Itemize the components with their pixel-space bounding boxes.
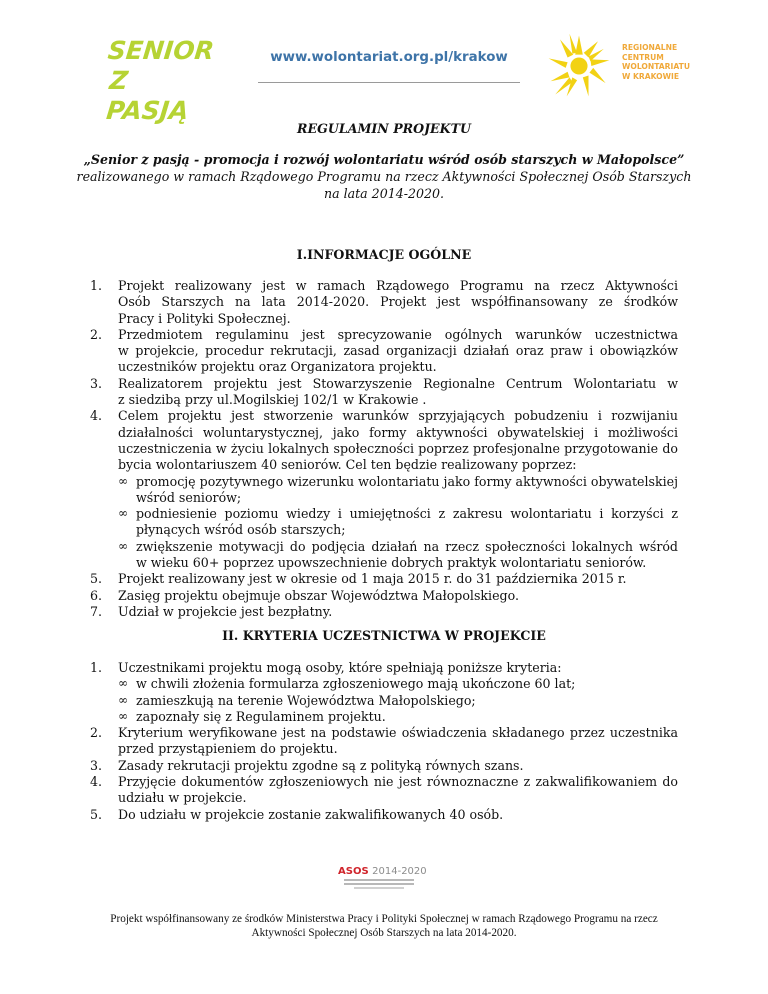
item-text: działalności woluntarystycznej, jako formy aktywności obywatelskiej i możliwości (118, 424, 678, 440)
item-number: 4. (90, 774, 103, 790)
project-name: „Senior z pasją - promocja i rozwój wolontariatu wśród osób starszych w Małopolsce” (83, 152, 685, 167)
infinity-bullet-icon: ∞ (118, 473, 128, 488)
item-text: Zasady rekrutacji projektu zgodne są z polityką równych szans. (118, 757, 524, 773)
list-item (0, 376, 678, 409)
item-text: Udział w projekcie jest bezpłatny. (118, 603, 333, 619)
org-line-3: WOLONTARIATU (622, 62, 690, 72)
list-item (0, 571, 678, 587)
infinity-bullet-icon: ∞ (118, 506, 128, 521)
bullet-text: promocję pozytywnego wizerunku wolontariatu jako formy aktywności obywatelskiej (136, 473, 678, 489)
footer-line-1: Projekt współfinansowany ze środków Ministerstwa Pracy i Polityki Społecznej w ramach Rządowego Programu na rzecz (110, 913, 658, 925)
list-item (0, 327, 678, 376)
page-footer (60, 913, 708, 940)
bullet-text: płynących wśród osób starszych; (136, 522, 346, 538)
infinity-bullet-icon: ∞ (118, 708, 128, 723)
list-item (0, 774, 678, 807)
bullet-item (118, 709, 678, 725)
org-line-4: W KRAKOWIE (622, 71, 680, 81)
bullet-item (118, 693, 678, 709)
bullet-text: w wieku 60+ poprzez upowszechnienie dobrych praktyk wolontariatu seniorów. (136, 555, 647, 571)
list-item (0, 758, 678, 774)
list-item (0, 278, 678, 327)
asos-brand: ASOS (338, 866, 369, 877)
item-text: Pracy i Polityki Społecznej. (118, 310, 291, 326)
org-line-1: REGIONALNE (622, 43, 678, 52)
section-2-heading: II. KRYTERIA UCZESTNICTWA W PROJEKCIE (222, 628, 546, 643)
senior-z-pasja-logo (104, 36, 216, 126)
item-text: Kryterium weryfikowane jest na podstawie oświadczenia składanego przez uczestnika (118, 725, 678, 741)
asos-fine-print (354, 887, 404, 889)
item-text: bycia wolontariuszem 40 seniorów. Cel ten będzie realizowany poprzez: (118, 457, 577, 473)
bullet-text: zapoznały się z Regulaminem projektu. (136, 708, 386, 724)
item-number: 3. (90, 757, 103, 773)
item-text: Realizatorem projektu jest Stowarzyszenie Regionalne Centrum Wolontariatu w (118, 375, 678, 391)
item-text: z siedzibą przy ul.Mogilskiej 102/1 w Krakowie . (118, 392, 427, 408)
item-text: Do udziału w projekcie zostanie zakwalifikowanych 40 osób. (118, 806, 504, 822)
item-text: Projekt realizowany jest w ramach Rządowego Programu na rzecz Aktywności (118, 278, 678, 293)
item-text: Uczestnikami projektu mogą osoby, które spełniają poniższe kryteria: (118, 660, 562, 675)
item-number: 7. (90, 603, 103, 619)
item-text: Osób Starszych na lata 2014-2020. Projekt jest współfinansowany ze środków (118, 294, 678, 310)
infinity-bullet-icon: ∞ (118, 538, 128, 553)
bullet-text: zamieszkują na terenie Województwa Małopolskiego; (136, 692, 476, 708)
sun-logo-icon (541, 28, 617, 104)
item-text: przed przystąpieniem do projektu. (118, 741, 338, 757)
item-text: udziału w projekcie. (118, 790, 247, 806)
bullet-item (118, 539, 678, 572)
list-item (0, 604, 678, 620)
website-url[interactable]: www.wolontariat.org.pl/krakow (270, 50, 508, 65)
asos-years: 2014-2020 (372, 866, 427, 877)
item-number: 3. (90, 375, 103, 391)
asos-fine-print (344, 883, 414, 885)
infinity-bullet-icon: ∞ (118, 676, 128, 691)
asos-logo (338, 866, 438, 889)
section-1-list (0, 278, 768, 620)
item-text: Celem projektu jest stworzenie warunków sprzyjających pobudzeniu i rozwijaniu (118, 408, 678, 424)
item-number: 6. (90, 587, 103, 603)
section-2-list (0, 660, 768, 823)
item-number: 2. (90, 326, 103, 342)
logo-line-1: SENIOR (106, 36, 216, 65)
asos-title (338, 866, 438, 877)
subtitle-line-2: na lata 2014-2020. (323, 186, 445, 201)
item-number: 1. (90, 660, 103, 675)
item-number: 2. (90, 725, 103, 741)
item-text: w projekcie, procedur rekrutacji, zasad organizacji działań oraz praw i obowiązków (118, 343, 678, 359)
bullet-text: zwiększenie motywacji do podjęcia działań na rzecz społeczności lokalnych wśród (136, 538, 678, 554)
document-title: REGULAMIN PROJEKTU (297, 121, 471, 136)
bullet-text: w chwili złożenia formularza zgłoszeniowego mają ukończone 60 lat; (136, 676, 576, 692)
header-divider (258, 82, 520, 83)
bullet-text: podniesienie poziomu wiedzy i umiejętności z zakresu wolontariatu i korzyści z (136, 506, 678, 522)
item-text: uczestników projektu oraz Organizatora projektu. (118, 359, 437, 375)
item-text: Przyjęcie dokumentów zgłoszeniowych nie jest równoznaczne z zakwalifikowaniem do (118, 774, 678, 790)
item-text: Projekt realizowany jest w okresie od 1 maja 2015 r. do 31 października 2015 r. (118, 571, 627, 587)
item-number: 5. (90, 571, 103, 587)
logo-line-2: Z PASJĄ (104, 66, 191, 125)
organization-name (622, 43, 702, 81)
list-item (0, 807, 678, 823)
infinity-bullet-icon: ∞ (118, 692, 128, 707)
section-1-heading: I.INFORMACJE OGÓLNE (296, 247, 472, 262)
list-item (0, 725, 678, 758)
footer-line-2: Aktywności Społecznej Osób Starszych na lata 2014-2020. (251, 926, 517, 939)
list-item (0, 588, 678, 604)
list-item (0, 408, 678, 571)
list-item (0, 660, 678, 725)
bullet-item (118, 474, 678, 507)
item-text: uczestniczenia w życiu lokalnych społeczności poprzez profesjonalne przygotowanie do (118, 440, 678, 456)
asos-fine-print (344, 879, 414, 881)
org-line-2: CENTRUM (622, 52, 664, 62)
bullet-item (118, 676, 678, 692)
item-text: Przedmiotem regulaminu jest sprecyzowanie ogólnych warunków uczestnictwa (118, 326, 678, 342)
item-number: 1. (90, 278, 103, 293)
item-number: 5. (90, 806, 103, 822)
item-text: Zasięg projektu obejmuje obszar Województwa Małopolskiego. (118, 587, 519, 603)
subtitle-line-1: realizowanego w ramach Rządowego Programu na rzecz Aktywności Społecznej Osób Starszych (76, 169, 692, 184)
bullet-text: wśród seniorów; (136, 489, 242, 505)
item-number: 4. (90, 408, 103, 424)
bullet-item (118, 506, 678, 539)
